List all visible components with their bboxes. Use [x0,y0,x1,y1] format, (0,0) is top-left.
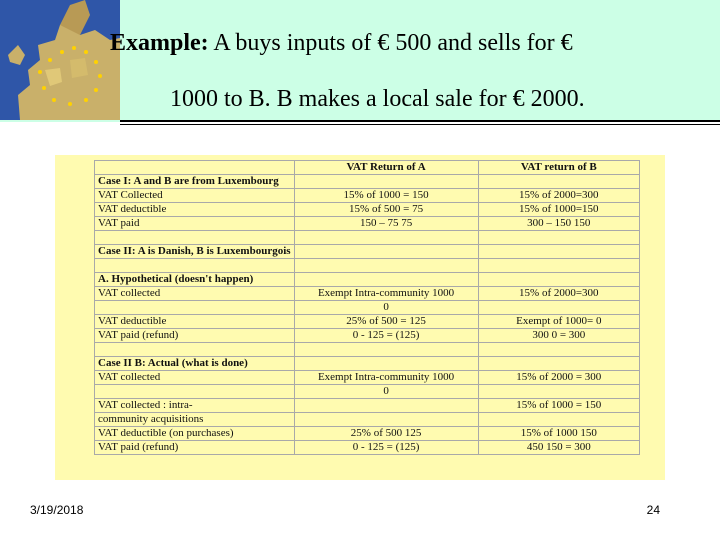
table-cell [294,273,478,287]
table-cell: VAT collected [95,371,295,385]
table-cell [294,245,478,259]
vat-table [94,160,640,455]
table-cell: VAT collected [95,287,295,301]
table-row [95,259,640,273]
header-rule-thin [120,124,720,125]
table-row [95,441,640,455]
slide-date: 3/19/2018 [30,503,84,517]
table-cell [478,245,639,259]
table-cell: A. Hypothetical (doesn't happen) [95,273,295,287]
table-cell: VAT deductible (on purchases) [95,427,295,441]
table-cell [478,259,639,273]
table-cell [478,413,639,427]
table-row [95,273,640,287]
table-cell: 150 – 75 75 [294,217,478,231]
table-cell [95,259,295,273]
table-cell [478,175,639,189]
table-cell [478,273,639,287]
table-row [95,203,640,217]
table-row [95,413,640,427]
table-row [95,245,640,259]
table-cell: 25% of 500 125 [294,427,478,441]
table-cell: 0 - 125 = (125) [294,441,478,455]
table-cell [294,357,478,371]
table-header-cell: VAT Return of A [294,161,478,175]
table-row [95,175,640,189]
slide-title-line1 [110,30,573,57]
table-row [95,357,640,371]
table-cell: VAT paid [95,217,295,231]
table-cell: 15% of 1000=150 [478,203,639,217]
table-cell: 0 [294,385,478,399]
table-cell: community acquisitions [95,413,295,427]
table-cell: 0 [294,301,478,315]
table-cell: VAT Collected [95,189,295,203]
table-cell: 450 150 = 300 [478,441,639,455]
table-cell: 15% of 500 = 75 [294,203,478,217]
table-row [95,399,640,413]
table-cell: Exempt Intra-community 1000 [294,287,478,301]
table-cell: 300 – 150 150 [478,217,639,231]
table-cell: Case II B: Actual (what is done) [95,357,295,371]
table-row [95,385,640,399]
table-cell: 25% of 500 = 125 [294,315,478,329]
table-cell: VAT paid (refund) [95,329,295,343]
table-cell: 0 - 125 = (125) [294,329,478,343]
table-cell: 15% of 1000 = 150 [294,189,478,203]
table-cell [478,301,639,315]
table-cell: Case II: A is Danish, B is Luxembourgois [95,245,295,259]
table-row [95,329,640,343]
table-cell: 15% of 2000=300 [478,189,639,203]
slide-header [0,0,720,122]
table-cell [95,343,295,357]
table-cell: 15% of 2000=300 [478,287,639,301]
slide-page-number: 24 [646,503,660,517]
table-cell [478,357,639,371]
table-row [95,287,640,301]
table-cell [294,399,478,413]
table-row [95,301,640,315]
table-row [95,343,640,357]
table-cell [294,175,478,189]
table-cell: Case I: A and B are from Luxembourg [95,175,295,189]
table-cell [478,231,639,245]
table-header-cell [95,161,295,175]
table-row [95,189,640,203]
table-cell: 300 0 = 300 [478,329,639,343]
table-cell: 15% of 2000 = 300 [478,371,639,385]
table-cell [478,385,639,399]
table-header-cell: VAT return of B [478,161,639,175]
table-cell [294,413,478,427]
title-bold-label: Example: [110,30,209,56]
table-header-row [95,161,640,175]
europe-map-image [0,0,120,120]
header-rule [120,120,720,122]
table-cell: VAT collected : intra- [95,399,295,413]
table-row [95,217,640,231]
table-cell [95,385,295,399]
table-cell: VAT paid (refund) [95,441,295,455]
table-cell: Exempt of 1000= 0 [478,315,639,329]
table-row [95,371,640,385]
table-cell [294,259,478,273]
table-cell: 15% of 1000 = 150 [478,399,639,413]
table-cell: Exempt Intra-community 1000 [294,371,478,385]
table-cell [478,343,639,357]
table-cell [95,231,295,245]
table-row [95,315,640,329]
table-cell: VAT deductible [95,203,295,217]
table-cell: 15% of 1000 150 [478,427,639,441]
table-row [95,427,640,441]
table-cell [294,231,478,245]
title-line1-text: A buys inputs of € 500 and sells for € [208,30,573,56]
slide-title-line2: 1000 to B. B makes a local sale for € 2000. [170,86,585,112]
table-cell: VAT deductible [95,315,295,329]
table-row [95,231,640,245]
table-cell [294,343,478,357]
table-cell [95,301,295,315]
